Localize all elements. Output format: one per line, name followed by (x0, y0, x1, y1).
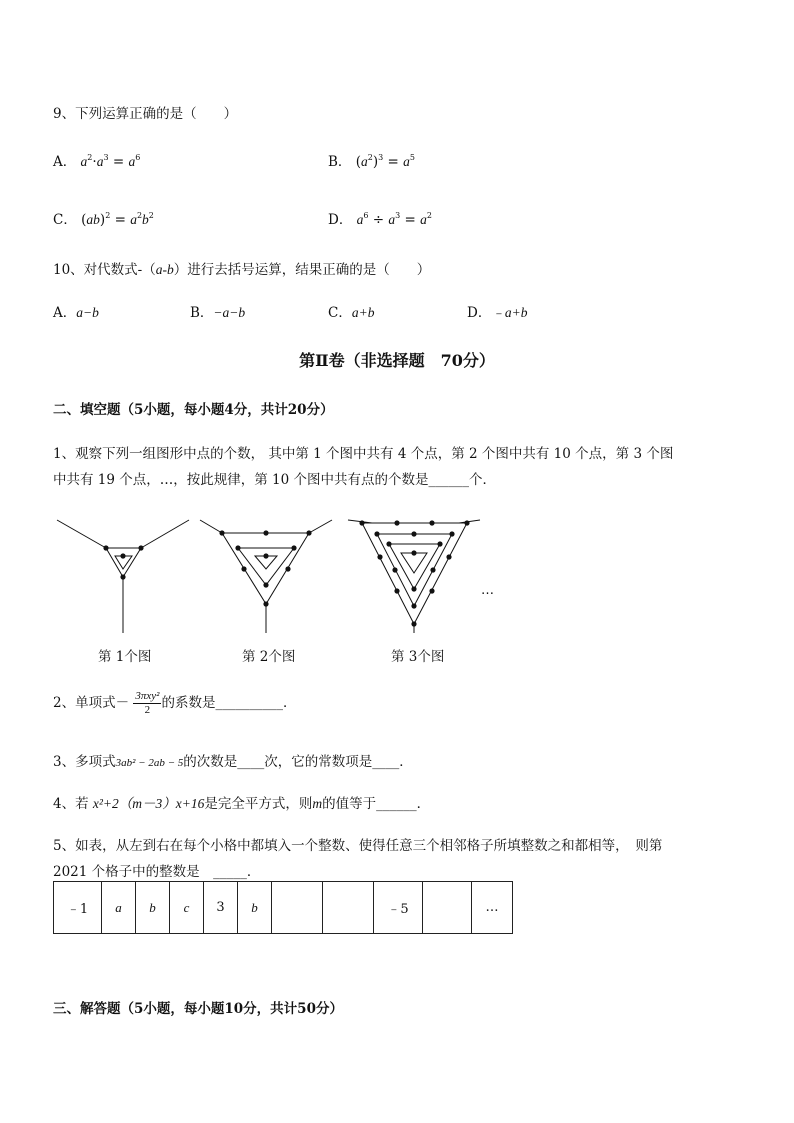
expr-op: ÷ (368, 212, 389, 228)
q9-option-c (53, 208, 154, 228)
expr-exp: 3 (378, 153, 384, 162)
fill-q2 (53, 690, 296, 717)
expr-var: a (130, 212, 137, 227)
option-b-label: B． (190, 305, 214, 321)
grid-cell (323, 882, 374, 934)
expr-var: b (142, 212, 149, 227)
option-b-label: B． (328, 154, 352, 170)
expr-var: a (403, 154, 410, 169)
grid-cell: … (472, 882, 513, 934)
polynomial-expr: 3ab² − 2ab − 5 (115, 757, 184, 769)
fill-q1-line2: 中共有 19 个点，…，按此规律，第 10 个图中共有点的个数是______个． (53, 472, 497, 488)
expr-paren: ) (99, 212, 106, 228)
expr-exp: 2 (367, 153, 373, 162)
grid-cell (272, 882, 323, 934)
coefficient-fraction (133, 690, 161, 717)
q9-stem: 9、下列运算正确的是（ ） (53, 106, 238, 122)
part2-title: 第Ⅱ卷（非选择题 70分） (299, 351, 495, 370)
fill-q4-post: 的值等于______． (322, 796, 431, 812)
expr-var: a (420, 212, 427, 227)
option-b-expr: −a−b (213, 305, 246, 320)
option-a-label: A． (53, 305, 77, 321)
expr-var: a (128, 154, 136, 169)
fill-q4-pre: 4、若 (53, 796, 93, 812)
expr-exp: 6 (135, 153, 141, 162)
q10-stem (53, 258, 430, 278)
fill-q4 (53, 792, 430, 812)
expr-op: = (108, 154, 129, 170)
expr-op: = (110, 212, 131, 228)
option-d-label: D． (328, 212, 353, 228)
fill-q4-var: m (312, 796, 323, 811)
expr-paren: ( (355, 154, 361, 170)
q10-option-c (328, 301, 374, 321)
expr-op: = (383, 154, 404, 170)
grid-cell: ﹣5 (374, 882, 423, 934)
grid-cell: c (170, 882, 204, 934)
option-d-label: D． (467, 305, 492, 321)
figure-3-caption: 第 3个图 (391, 649, 445, 665)
fill-q3-pre: 3、多项式 (53, 754, 116, 770)
expr-var: a (96, 154, 104, 169)
expr-var: a (361, 154, 368, 169)
fill-q4-mid: 是完全平方式，则 (204, 796, 313, 812)
grid-cell: ﹣1 (54, 882, 102, 934)
figure-2-caption: 第 2个图 (242, 649, 296, 665)
square-expr: x²+2（m－3）x+16 (92, 796, 205, 811)
figure-3 (348, 520, 480, 633)
q10-option-b (190, 301, 245, 321)
fill-q2-post: 的系数是__________． (161, 695, 297, 711)
fraction-denominator: 2 (144, 704, 151, 716)
figure-1-caption: 第 1个图 (98, 649, 152, 665)
expr-exp: 2 (105, 211, 111, 220)
q9-option-d (328, 208, 432, 228)
grid-cell: b (136, 882, 170, 934)
q10-stem-post: ）进行去括号运算，结果正确的是（ ） (173, 262, 431, 278)
grid-cell: b (238, 882, 272, 934)
grid-cell (423, 882, 472, 934)
expr-exp: 2 (426, 211, 432, 220)
q10-option-d (467, 301, 527, 321)
fill-q5-line1: 5、如表，从左到右在每个小格中都填入一个整数、使得任意三个相邻格子所填整数之和都相等， 则第 (53, 838, 663, 854)
expr-var: a (80, 154, 88, 169)
fill-q5-line2: 2021 个格子中的整数是 _____． (53, 864, 261, 880)
figure-ellipsis: … (481, 583, 494, 598)
fraction-numerator: 3πxy² (135, 690, 160, 702)
q10-stem-pre: 10、对代数式-（ (53, 262, 156, 278)
fill-q1-line1: 1、观察下列一组图形中点的个数， 其中第 1 个图中共有 4 个点，第 2 个图中共有 10 个点，第 3 个图 (53, 446, 674, 462)
expr-var: ab (86, 212, 100, 227)
grid-cell: a (102, 882, 136, 934)
expr-exp: 2 (136, 211, 143, 220)
section3-title: 三、解答题（5小题，每小题10分，共计50分） (53, 1001, 343, 1017)
option-a-expr: a−b (76, 305, 99, 320)
q9-option-a (53, 150, 140, 170)
q10-stem-var: a-b (155, 262, 174, 277)
section2-title: 二、填空题（5小题，每小题4分，共计20分） (53, 402, 334, 418)
number-grid (53, 881, 513, 934)
expr-exp: 6 (363, 211, 369, 220)
fill-q2-pre: 2、单项式－ (53, 695, 130, 711)
fill-q3 (53, 750, 413, 770)
q9-option-b (328, 150, 415, 170)
expr-exp: 3 (395, 211, 401, 220)
option-a-label: A． (53, 154, 77, 170)
option-c-label: C． (53, 212, 77, 228)
expr-exp: 3 (103, 153, 109, 162)
expr-paren: ) (372, 154, 379, 170)
expr-exp: 2 (87, 153, 93, 162)
option-c-label: C． (328, 305, 352, 321)
option-d-expr: ﹣a+b (491, 305, 528, 320)
expr-paren: ( (81, 212, 87, 228)
q10-option-a (53, 301, 99, 321)
expr-var: a (388, 212, 396, 227)
expr-var: a (356, 212, 364, 227)
grid-cell: 3 (204, 882, 238, 934)
expr-op: = (400, 212, 421, 228)
expr-op: · (92, 154, 97, 170)
grid-row (54, 882, 513, 934)
expr-exp: 2 (148, 211, 154, 220)
fill-q3-post: 的次数是____次，它的常数项是____． (183, 754, 413, 770)
figure-2 (200, 520, 332, 633)
option-c-expr: a+b (351, 305, 375, 320)
expr-exp: 5 (409, 153, 415, 162)
